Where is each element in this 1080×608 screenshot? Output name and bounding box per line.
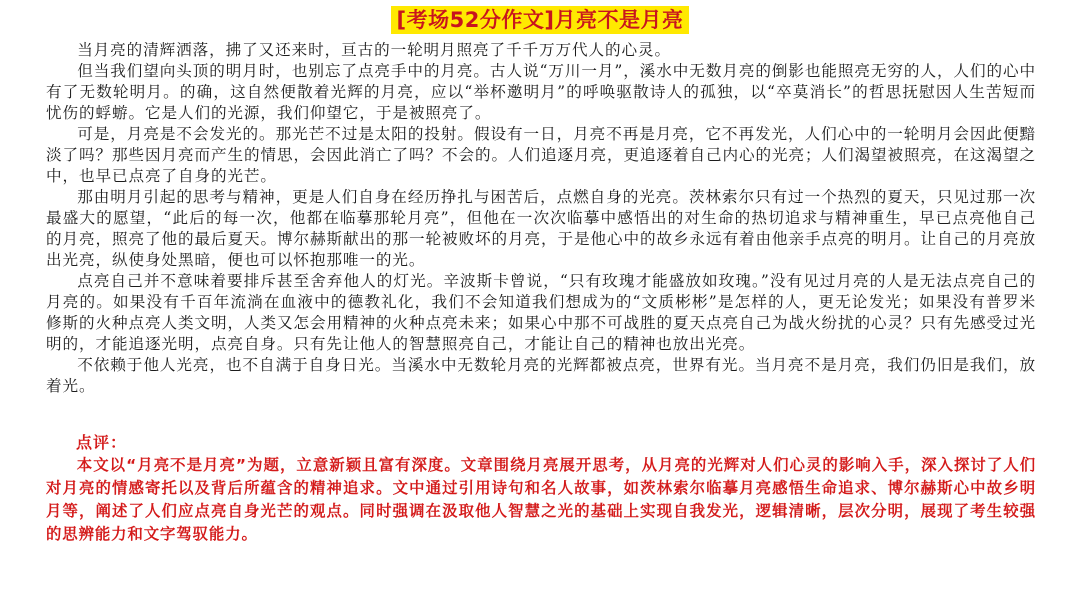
- title-bar: [0, 6, 1080, 34]
- essay-title: [考场52分作文]月亮不是月亮: [391, 6, 690, 34]
- essay-paragraph: 当月亮的清辉洒落，拂了又还来时，亘古的一轮明月照亮了千千万万代人的心灵。: [77, 41, 671, 59]
- comment-section: [46, 432, 1036, 546]
- essay-paragraph: 不依赖于他人光亮，也不自满于自身日光。当溪水中无数轮月亮的光辉都被点亮，世界有光。当月亮不是月亮，我们仍旧是我们，放着光。: [46, 356, 1036, 395]
- essay-paragraph: 可是，月亮是不会发光的。那光芒不过是太阳的投射。假设有一日，月亮不再是月亮，它不再发光，人们心中的一轮明月会因此便黯淡了吗？那些因月亮而产生的情思，会因此消亡了吗？不会的。人们追逐月亮，更追逐着自己内心的光亮；人们渴望被照亮，在这渴望之中，也早已点亮了自身的光芒。: [46, 125, 1036, 185]
- essay-paragraph: 点亮自己并不意味着要排斥甚至舍弃他人的灯光。辛波斯卡曾说，“只有玫瑰才能盛放如玫瑰。”没有见过月亮的人是无法点亮自己的月亮的。如果没有千百年流淌在血液中的德教礼化，我们不会知道我们想成为的“文质彬彬”是怎样的人，更无论发光；如果没有普罗米修斯的火种点亮人类文明，人类又怎会用精神的火种点亮未来；如果心中那不可战胜的夏天点亮自己为战火纷扰的心灵？只有先感受过光明的，才能追逐光明，点亮自身。只有先让他人的智慧照亮自己，才能让自己的精神也放出光亮。: [46, 272, 1036, 353]
- comment-body: 本文以“月亮不是月亮”为题，立意新颖且富有深度。文章围绕月亮展开思考，从月亮的光辉对人们心灵的影响入手，深入探讨了人们对月亮的情感寄托以及背后所蕴含的精神追求。文中通过引用诗句和名人故事，如茨林索尔临摹月亮感悟生命追求、博尔赫斯心中故乡明月等，阐述了人们应点亮自身光芒的观点。同时强调在汲取他人智慧之光的基础上实现自我发光，逻辑清晰，层次分明，展现了考生较强的思辨能力和文字驾驭能力。: [46, 456, 1036, 543]
- essay-paragraph: 那由明月引起的思考与精神，更是人们自身在经历挣扎与困苦后，点燃自身的光亮。茨林索尔只有过一个热烈的夏天，只见过那一次最盛大的愿望，“此后的每一次，他都在临摹那轮月亮”，但他在一次次临摹中感悟出的对生命的热切追求与精神重生，早已点亮他自己的月亮，照亮了他的最后夏天。博尔赫斯献出的那一轮被败坏的月亮，于是他心中的故乡永远有着由他亲手点亮的明月。让自己的月亮放出光亮，纵使身处黑暗，便也可以怀抱那唯一的光。: [46, 188, 1036, 269]
- essay-body: [46, 40, 1036, 397]
- essay-paragraph: 但当我们望向头顶的明月时，也别忘了点亮手中的月亮。古人说“万川一月”，溪水中无数月亮的倒影也能照亮无穷的人，人们的心中有了无数轮明月。的确，这自然便散着光辉的月亮，应以“举杯邀明月”的呼唤驱散诗人的孤独，以“卒莫消长”的哲思抚慰因人生苦短而忧伤的蜉蝣。它是人们的光源，我们仰望它，于是被照亮了。: [46, 62, 1036, 122]
- comment-heading: 点评：: [76, 433, 128, 452]
